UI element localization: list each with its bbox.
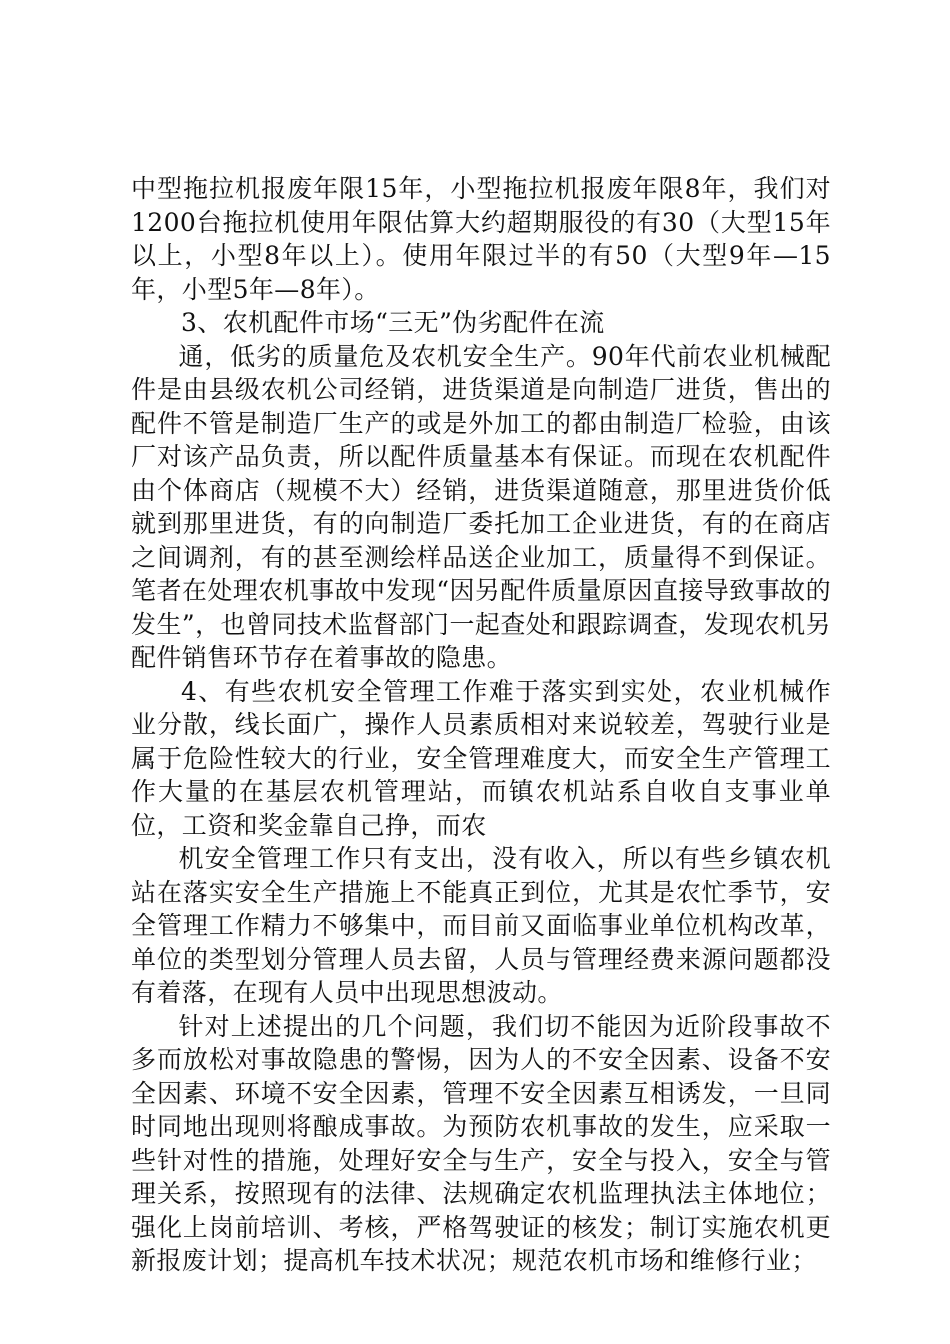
paragraph-parts-quality: 通，低劣的质量危及农机安全生产。90年代前农业机械配件是由县级农机公司经销，进货渠道是向制造厂进货，售出的配件不管是制造厂生产的或是外加工的都由制造厂检验，由该厂对该产品负责，所以配件质量基本有保证。而现在农机配件由个体商店（规模不大）经销，进货渠道随意，那里进货价低就到那里进货，有的向制造厂委托加工企业进货，有的在商店之间调剂，有的甚至测绘样品送企业加工，质量得不到保证。笔者在处理农机事故中发现“因另配件质量原因直接导致事故的发生”，也曾同技术监督部门一起查处和跟踪调查，发现农机另配件销售环节存在着事故的隐患。 [131,341,831,672]
paragraph-parts-market-heading: 3、农机配件市场“三无”伪劣配件在流 [181,308,605,337]
paragraph-management-expenses: 机安全管理工作只有支出，没有收入，所以有些乡镇农机站在落实安全生产措施上不能真正到位，尤其是农忙季节，安全管理工作精力不够集中，而目前又面临事业单位机构改革，单位的类型划分管理人员去留，人员与管理经费来源问题都没有着落，在现有人员中出现思想波动。 [131,844,831,1007]
paragraph-scrap-age: 中型拖拉机报废年限15年，小型拖拉机报废年限8年，我们对1200台拖拉机使用年限估算大约超期服役的有30（大型15年以上，小型8年以上）。使用年限过半的有50（大型9年—15年，小型5年—8年）。 [131,174,831,304]
paragraph-countermeasures: 针对上述提出的几个问题，我们切不能因为近阶段事故不多而放松对事故隐患的警惕，因为人的不安全因素、设备不安全因素、环境不安全因素，管理不安全因素互相诱发，一旦同时同地出现则将酿成事故。为预防农机事故的发生，应采取一些针对性的措施，处理好安全与生产，安全与投入，安全与管理关系，按照现有的法律、法规确定农机监理执法主体地位；强化上岗前培训、考核，严格驾驶证的核发；制订实施农机更新报废计划；提高机车技术状况；规范农机市场和维修行业； [131,1011,831,1275]
paragraph-safety-management: 4、有些农机安全管理工作难于落实到实处，农业机械作业分散，线长面广，操作人员素质相对来说较差，驾驶行业是属于危险性较大的行业，安全管理难度大，而安全生产管理工作大量的在基层农机管理站，而镇农机站系自收自支事业单位，工资和奖金靠自己挣，而农 [131,676,831,840]
document-body [131,172,831,1278]
